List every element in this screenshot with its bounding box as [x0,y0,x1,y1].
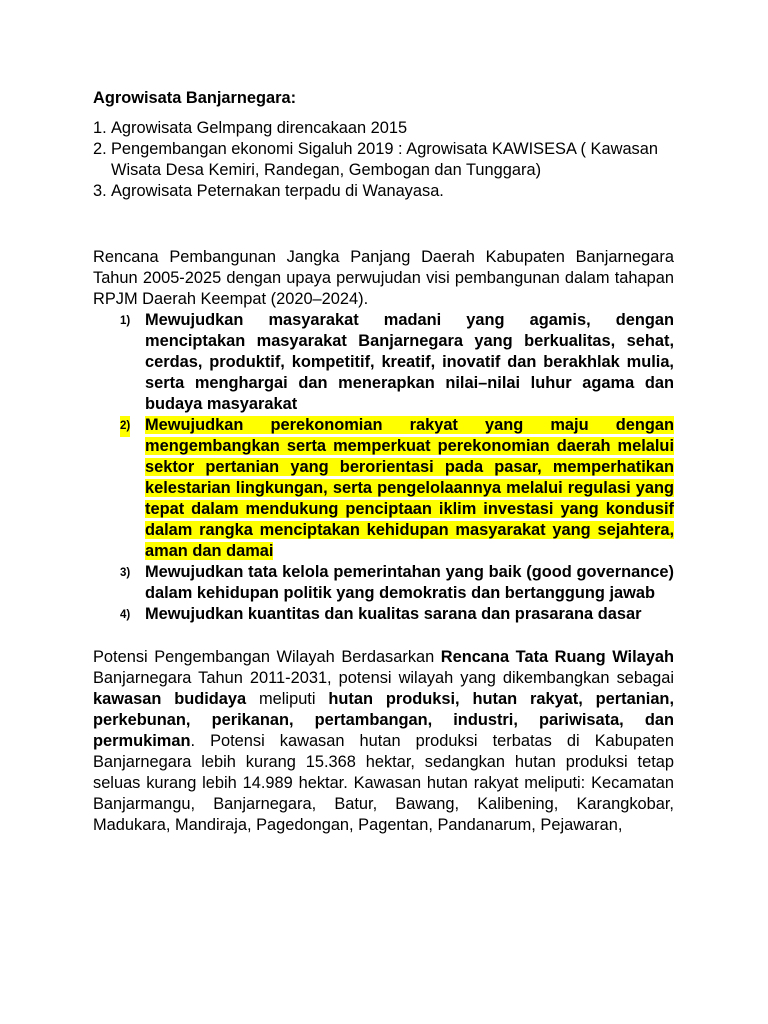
mission-text: Mewujudkan perekonomian rakyat yang maju dengan mengembangkan serta memperkuat perekonomian daerah melalui sektor pertanian yang berorientasi pada pasar, memperhatikan kelestarian lingkungan, serta pengelolaannya melalui regulasi yang tepat dalam mendukung penciptaan iklim investasi yang kondusif dalam rangka menciptakan kehidupan masyarakat yang sejahtera, aman dan damai [145,416,674,560]
mission-item [93,604,674,625]
list-item [93,139,674,181]
list-item [93,118,674,139]
potensi-text: . Potensi kawasan hutan produksi terbatas di Kabupaten Banjarnegara lebih kurang 15.368 hektar, sedangkan hutan produksi tetap seluas kurang lebih 14.989 hektar. Kawasan hutan rakyat meliputi: Kecamatan Banjarmangu, Banjarnegara, Batur, Bawang, Kalibening, Karangkobar, Madukara, Mandiraja, Pagedongan, Pagentan, Pandanarum, Pejawaran, [93,732,674,834]
document-page [93,88,674,836]
potensi-text: Banjarnegara Tahun 2011-2031, potensi wilayah yang dikembangkan sebagai [93,669,674,687]
mission-item [93,310,674,415]
potensi-bold-kawasan: kawasan budidaya [93,690,247,708]
mission-number: 1) [120,315,131,327]
mission-number: 4) [120,609,131,621]
mission-item-highlighted [93,415,674,562]
mission-item [93,562,674,604]
list-item-text: Pengembangan ekonomi Sigaluh 2019 : Agrowisata KAWISESA ( Kawasan Wisata Desa Kemiri, Randegan, Gembogan dan Tunggara) [111,140,658,179]
potensi-paragraph [93,647,674,836]
list-number: 3. [93,182,107,200]
spacer [93,202,674,247]
mission-list [93,310,674,625]
potensi-text: Potensi Pengembangan Wilayah Berdasarkan [93,648,441,666]
potensi-bold-sectors: hutan produksi, hutan rakyat, pertanian, perkebunan, perikanan, pertambangan, industri, pariwisata, dan permukiman [93,690,674,750]
agrowisata-list [93,118,674,202]
potensi-text: meliputi [246,690,329,708]
mission-text: Mewujudkan kuantitas dan kualitas sarana dan prasarana dasar [145,605,642,623]
list-number: 1. [93,119,107,137]
mission-number: 3) [120,567,131,579]
list-item-text: Agrowisata Peternakan terpadu di Wanayasa. [111,182,444,200]
rpjp-paragraph: Rencana Pembangunan Jangka Panjang Daerah Kabupaten Banjarnegara Tahun 2005-2025 dengan upaya perwujudan visi pembangunan dalam tahapan RPJM Daerah Keempat (2020–2024). [93,248,674,308]
list-item-text: Agrowisata Gelmpang direncakaan 2015 [111,119,408,137]
potensi-bold-rtrw: Rencana Tata Ruang Wilayah [440,648,674,666]
list-item [93,181,674,202]
mission-text: Mewujudkan tata kelola pemerintahan yang baik (good governance) dalam kehidupan politik yang demokratis dan bertanggung jawab [145,563,674,602]
mission-number: 2) [120,416,130,437]
list-number: 2. [93,140,107,158]
spacer [93,625,674,647]
page-heading: Agrowisata Banjarnegara: [93,89,297,107]
mission-text: Mewujudkan masyarakat madani yang agamis, dengan menciptakan masyarakat Banjarnegara yang berkualitas, sehat, cerdas, produktif, kompetitif, kreatif, inovatif dan berakhlak mulia, serta menghargai dan menerapkan nilai–nilai luhur agama dan budaya masyarakat [145,311,674,413]
